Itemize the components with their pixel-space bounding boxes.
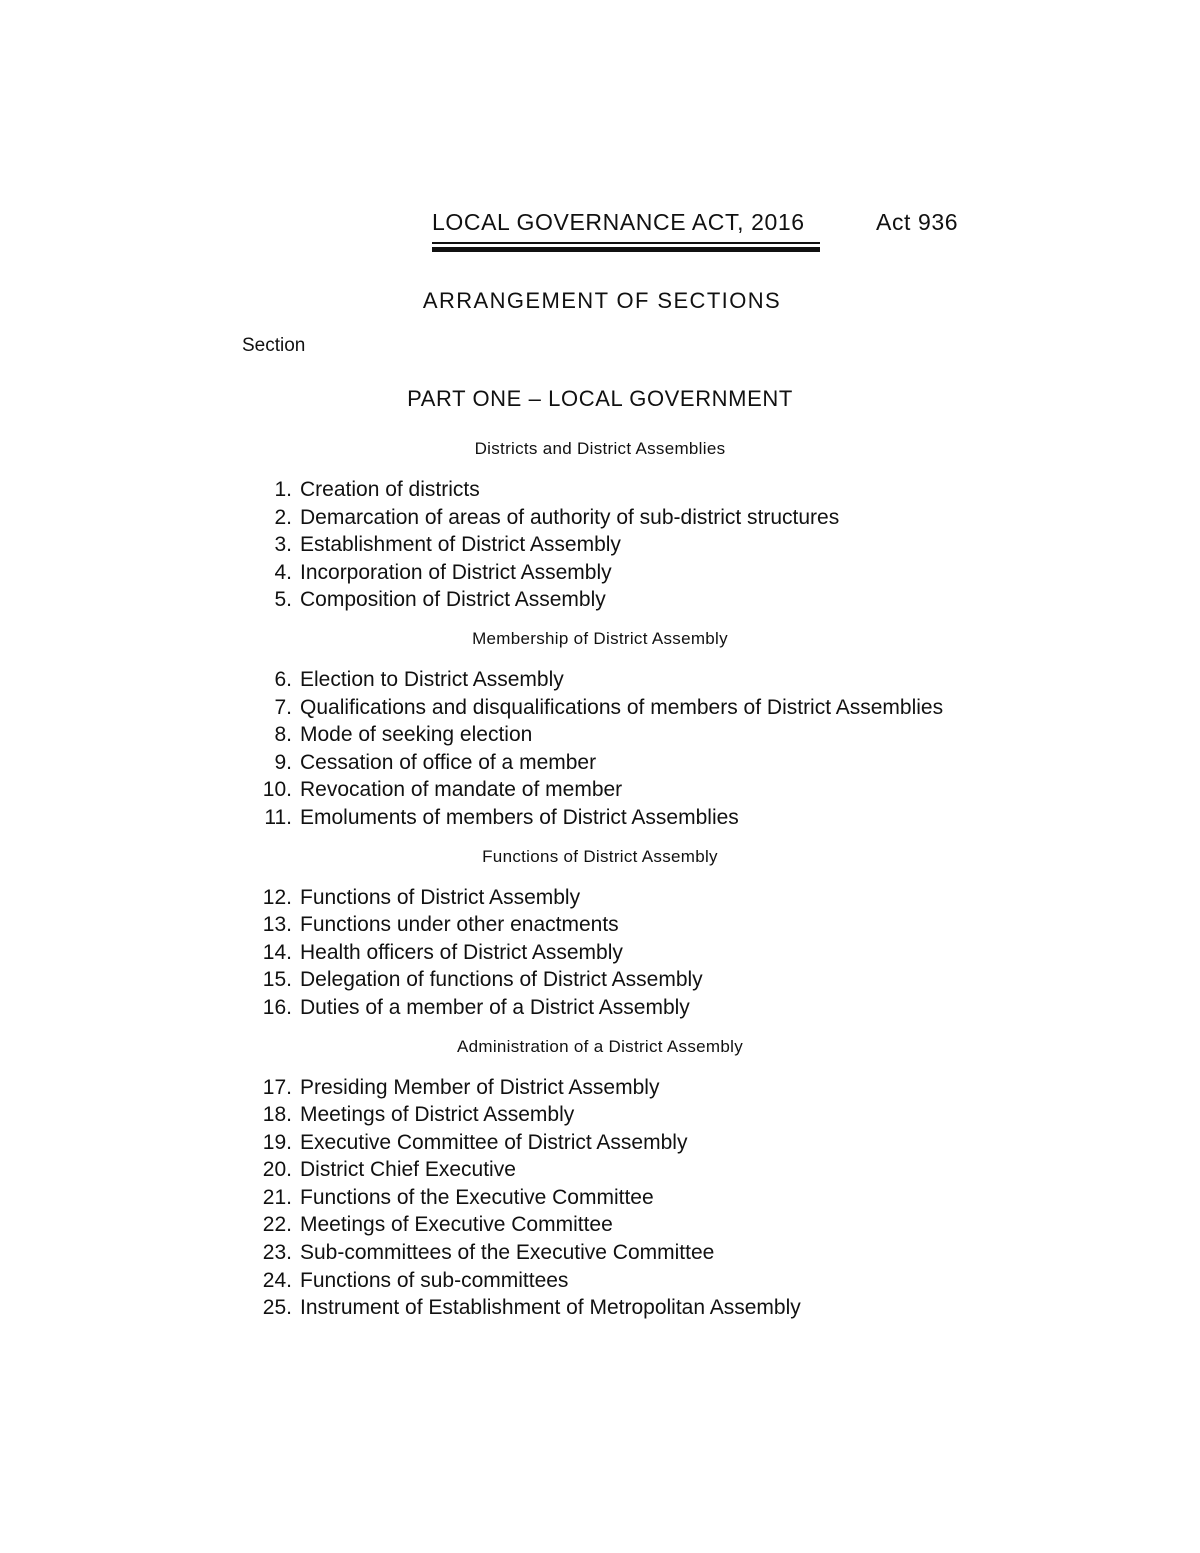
table-of-contents: [0, 432, 1200, 1336]
toc-entry: [0, 966, 1200, 994]
section-number: 20.: [262, 1158, 292, 1182]
toc-entry: [0, 1129, 1200, 1157]
act-number: Act 936: [876, 209, 959, 235]
toc-entry: [0, 666, 1200, 694]
section-number: 23.: [262, 1241, 292, 1265]
group-heading: Membership of District Assembly: [472, 628, 728, 648]
group-heading: Functions of District Assembly: [482, 846, 718, 866]
section-title: Mode of seeking election: [300, 723, 533, 747]
group-heading: Districts and District Assemblies: [474, 439, 726, 458]
section-title: Health officers of District Assembly: [300, 940, 623, 964]
header-rule-thin: [432, 242, 820, 244]
toc-entry: [0, 884, 1200, 912]
section-title: Creation of districts: [300, 478, 480, 501]
toc-entry: [0, 694, 1200, 722]
toc-group: [0, 628, 1200, 832]
section-number: 4.: [274, 560, 292, 584]
toc-entry: [0, 1074, 1200, 1102]
section-number: 11.: [264, 805, 292, 829]
section-number: 25.: [262, 1296, 292, 1320]
section-number: 17.: [262, 1075, 292, 1099]
toc-entry: [0, 1184, 1200, 1212]
toc-entry: [0, 1101, 1200, 1129]
section-column-label: Section: [242, 335, 306, 356]
header-rule-thick: [432, 247, 820, 252]
section-title: Functions of sub-committees: [300, 1268, 569, 1292]
toc-entry: [0, 504, 1200, 532]
group-heading: Administration of a District Assembly: [456, 1036, 744, 1056]
arrangement-heading: ARRANGEMENT OF SECTIONS: [422, 288, 782, 313]
section-title: Presiding Member of District Assembly: [300, 1075, 660, 1099]
section-number: 15.: [262, 968, 292, 992]
section-number: 8.: [274, 723, 292, 747]
toc-entry: [0, 1239, 1200, 1267]
section-number: 13.: [262, 913, 292, 937]
section-title: Incorporation of District Assembly: [300, 560, 612, 584]
toc-entry: [0, 994, 1200, 1022]
section-number: 24.: [262, 1268, 292, 1292]
toc-group: [0, 438, 1200, 614]
section-title: Functions of the Executive Committee: [300, 1185, 654, 1209]
section-number: 7.: [274, 695, 292, 719]
section-title: Revocation of mandate of member: [300, 778, 623, 802]
toc-entry: [0, 776, 1200, 804]
toc-entry: [0, 939, 1200, 967]
section-number: 16.: [262, 995, 292, 1019]
section-title: Election to District Assembly: [300, 667, 564, 691]
toc-group: [0, 846, 1200, 1022]
section-number: 12.: [262, 885, 292, 909]
toc-entry: [0, 1211, 1200, 1239]
section-number: 22.: [262, 1213, 292, 1237]
toc-group: [0, 1036, 1200, 1322]
section-title: Sub-committees of the Executive Committee: [300, 1241, 715, 1265]
section-number: 21.: [262, 1185, 292, 1209]
toc-entry: [0, 911, 1200, 939]
section-number: 6.: [274, 667, 292, 691]
section-title: Meetings of Executive Committee: [300, 1213, 613, 1237]
act-title: LOCAL GOVERNANCE ACT, 2016: [432, 209, 805, 235]
section-title: Meetings of District Assembly: [300, 1103, 575, 1127]
section-number: 10.: [262, 778, 292, 802]
section-number: 19.: [262, 1130, 292, 1154]
section-title: Cessation of office of a member: [300, 750, 597, 774]
section-title: Duties of a member of a District Assembly: [300, 995, 690, 1019]
section-number: 1.: [274, 478, 292, 501]
section-title: Establishment of District Assembly: [300, 533, 621, 557]
section-number: 3.: [274, 533, 292, 557]
running-header: [432, 206, 972, 266]
section-number: 2.: [274, 505, 292, 529]
toc-entry: [0, 1267, 1200, 1295]
section-title: Functions of District Assembly: [300, 885, 581, 909]
toc-entry: [0, 1156, 1200, 1184]
toc-entry: [0, 559, 1200, 587]
section-title: Executive Committee of District Assembly: [300, 1130, 688, 1154]
section-number: 14.: [262, 940, 292, 964]
section-number: 5.: [274, 588, 292, 612]
toc-entry: [0, 721, 1200, 749]
section-title: District Chief Executive: [300, 1158, 516, 1182]
toc-entry: [0, 476, 1200, 504]
section-title: Emoluments of members of District Assemblies: [300, 805, 739, 829]
section-title: Delegation of functions of District Assembly: [300, 968, 703, 992]
section-title: Functions under other enactments: [300, 913, 619, 937]
part-heading: PART ONE – LOCAL GOVERNMENT: [407, 386, 793, 411]
section-number: 18.: [262, 1103, 292, 1127]
toc-entry: [0, 1294, 1200, 1322]
toc-entry: [0, 531, 1200, 559]
toc-entry: [0, 804, 1200, 832]
section-title: Composition of District Assembly: [300, 588, 606, 612]
section-title: Demarcation of areas of authority of sub-district structures: [300, 505, 840, 529]
toc-entry: [0, 586, 1200, 614]
section-number: 9.: [274, 750, 292, 774]
section-title: Instrument of Establishment of Metropolitan Assembly: [300, 1296, 801, 1320]
section-title: Qualifications and disqualifications of members of District Assemblies: [300, 695, 944, 719]
toc-entry: [0, 749, 1200, 777]
